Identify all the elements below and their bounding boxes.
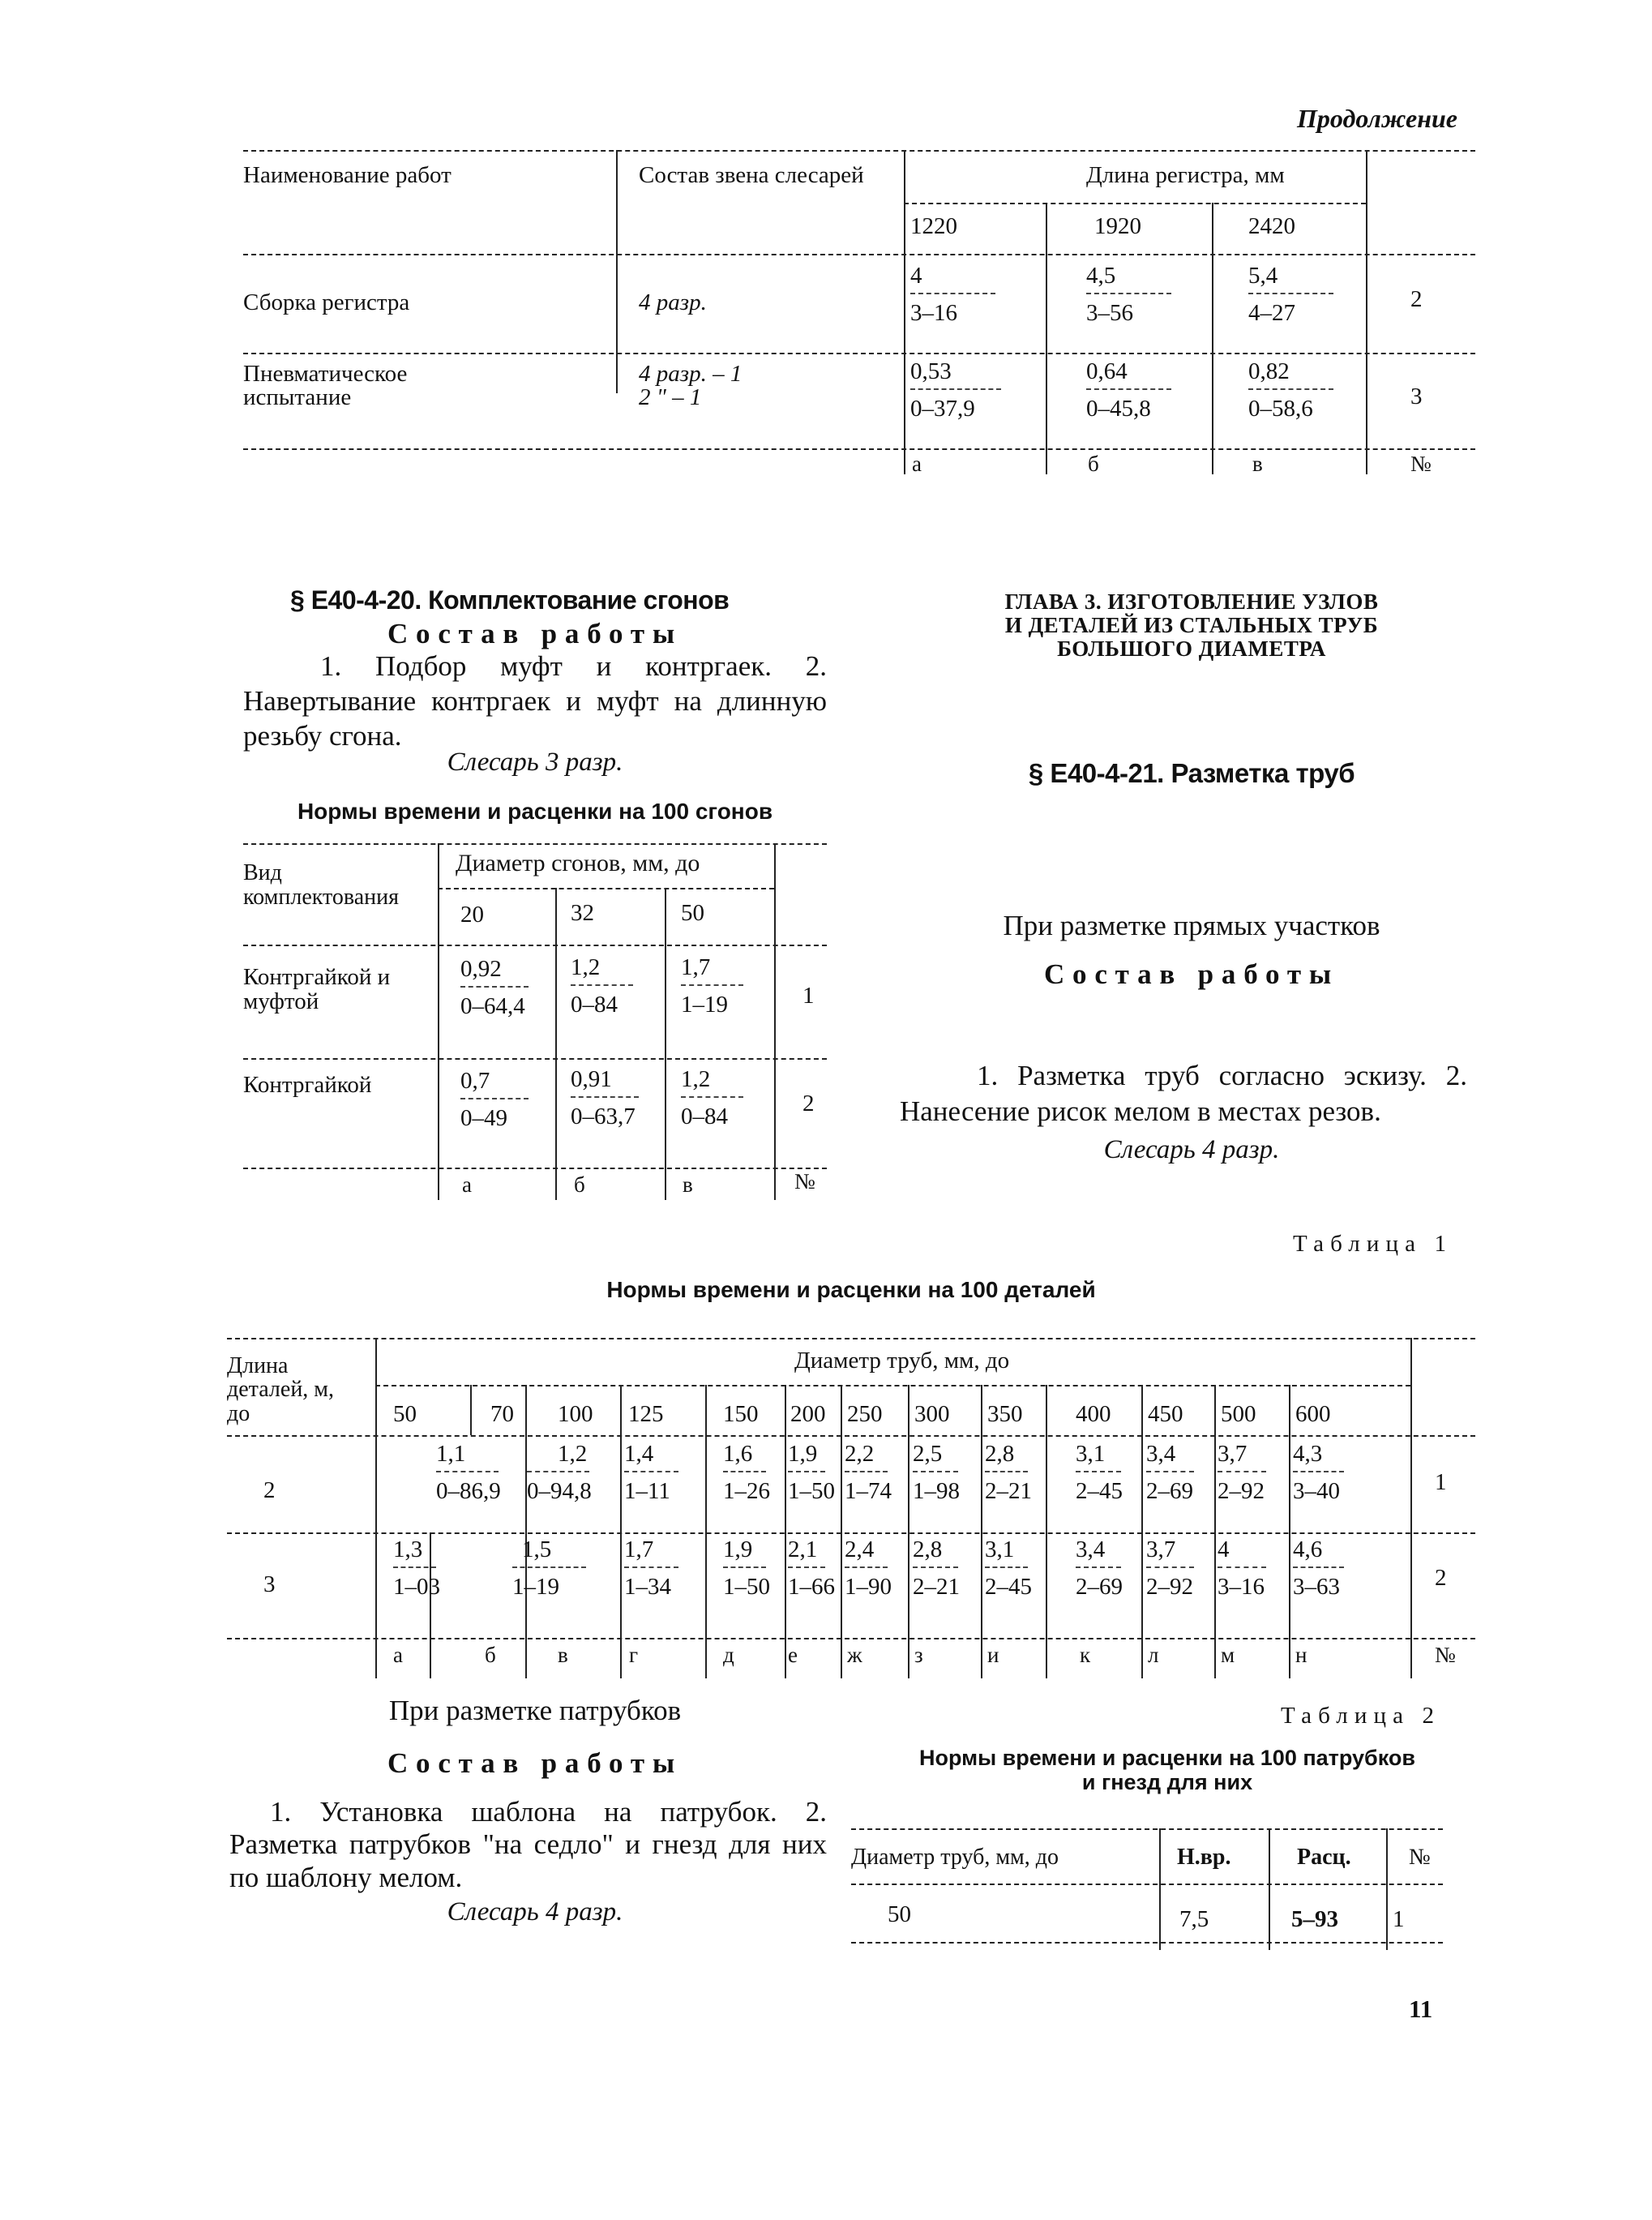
footer-letter: б xyxy=(1088,452,1099,476)
col-50: 50 xyxy=(681,900,704,926)
row-name: Пневматическое испытание xyxy=(243,361,408,410)
row-length: 3 xyxy=(263,1571,276,1597)
col-450: 450 xyxy=(1148,1401,1183,1427)
value-cell: 2,4 1–90 xyxy=(845,1536,892,1601)
col-400: 400 xyxy=(1076,1401,1111,1427)
value-cell: 1,7 1–34 xyxy=(624,1537,701,1600)
continuation-label: Продолжение xyxy=(1297,104,1457,133)
worker-label: Слесарь 3 разр. xyxy=(447,748,623,777)
top-table xyxy=(243,150,1475,491)
composition-text: 1. Подбор муфт и контргаек. 2. Навертывание контргаек и муфт на длинную резьбу сгона. xyxy=(243,650,827,752)
footer-letter: д xyxy=(723,1643,734,1667)
col-500: 500 xyxy=(1221,1401,1256,1427)
diam-header: Диаметр сгонов, мм, до xyxy=(456,850,700,876)
chapter-title-line: ГЛАВА 3. ИЗГОТОВЛЕНИЕ УЗЛОВ xyxy=(1004,589,1379,614)
header-price: Расц. xyxy=(1297,1845,1351,1870)
value-cell: 1,4 1–11 xyxy=(624,1442,701,1504)
section-e20-title: § Е40-4-20. Комплектование сгонов xyxy=(290,585,730,615)
footer-letter: ж xyxy=(847,1643,862,1667)
chapter-title-line: И ДЕТАЛЕЙ ИЗ СТАЛЬНЫХ ТРУБ xyxy=(1004,613,1379,638)
value-cell: 0,64 0–45,8 xyxy=(1086,359,1208,422)
value-cell: 1,2 0–94,8 xyxy=(527,1441,592,1505)
chapter-title xyxy=(916,590,1467,661)
composition-heading: Состав работы xyxy=(1043,958,1340,990)
footer-letter: а xyxy=(393,1643,403,1667)
composition-text: 1. Установка шаблона на патрубок. 2. Разметка патрубков "на седло" и гнезд для них по шаблону мелом. xyxy=(229,1796,827,1893)
footer-letter: и xyxy=(987,1643,999,1667)
value-cell: 1,2 0–84 xyxy=(681,1067,770,1129)
value-cell: 4 3–16 xyxy=(910,264,1032,326)
row-crew: 4 разр. – 1 2 " – 1 xyxy=(639,361,743,410)
value-cell: 1,1 0–86,9 xyxy=(436,1441,501,1505)
value-cell: 4 3–16 xyxy=(1218,1537,1287,1600)
chapter-title-line: БОЛЬШОГО ДИАМЕТРА xyxy=(1057,636,1326,662)
footer-letter: к xyxy=(1080,1643,1091,1667)
composition-text: 1. Разметка труб согласно эскизу. 2. Нанесение рисок мелом в местах резов. xyxy=(900,1060,1467,1127)
table2-title-line: Нормы времени и расценки на 100 патрубков xyxy=(919,1746,1415,1770)
value-cell: 3,4 2–69 xyxy=(1146,1441,1193,1505)
col-70: 70 xyxy=(490,1401,514,1427)
col-300: 300 xyxy=(914,1401,950,1427)
col-20: 20 xyxy=(460,902,484,928)
footer-letter: № xyxy=(1410,452,1432,476)
sgon-table xyxy=(243,843,827,1200)
header-number: № xyxy=(1409,1845,1431,1870)
diam-header: Диаметр труб, мм, до xyxy=(794,1348,1010,1374)
row-number: 2 xyxy=(802,1091,815,1116)
value-cell: 1,9 1–50 xyxy=(723,1536,770,1601)
header-work: Наименование работ xyxy=(243,162,452,188)
col-200: 200 xyxy=(790,1401,826,1427)
value-cell: 0,91 0–63,7 xyxy=(571,1067,668,1129)
table2-title xyxy=(859,1746,1475,1794)
footer-letter: е xyxy=(788,1643,798,1667)
row-number: 1 xyxy=(1435,1469,1447,1495)
col1-header: Длина деталей, м, до xyxy=(227,1353,335,1426)
table1-label: Таблица 1 xyxy=(1293,1231,1453,1257)
footer-letter: л xyxy=(1148,1643,1159,1667)
col1-header: Вид комплектования xyxy=(243,860,399,911)
page-number: 11 xyxy=(1409,1995,1433,2023)
cell-norm: 7,5 xyxy=(1179,1906,1209,1932)
row-length: 2 xyxy=(263,1477,276,1503)
row-number: 2 xyxy=(1435,1565,1447,1591)
value-cell: 2,2 1–74 xyxy=(845,1441,892,1505)
section-e21-title: § Е40-4-21. Разметка труб xyxy=(1028,758,1355,788)
header-diameter: Диаметр труб, мм, до xyxy=(851,1845,1059,1870)
value-cell: 3,7 2–92 xyxy=(1218,1442,1287,1504)
footer-letter: н xyxy=(1295,1643,1307,1667)
subtitle-nozzles: При разметке патрубков xyxy=(388,1695,682,1726)
footer-letter: б xyxy=(485,1643,496,1667)
value-cell: 4,5 3–56 xyxy=(1086,264,1208,326)
value-cell: 3,1 2–45 xyxy=(985,1536,1032,1601)
row-number: 2 xyxy=(1410,286,1423,312)
col-32: 32 xyxy=(571,900,594,926)
col-150: 150 xyxy=(723,1401,759,1427)
col-50: 50 xyxy=(393,1401,417,1427)
header-col-1220: 1220 xyxy=(910,213,957,239)
footer-letter: з xyxy=(914,1643,923,1667)
col-100: 100 xyxy=(558,1401,593,1427)
table1-title: Нормы времени и расценки на 100 деталей xyxy=(606,1277,1096,1302)
value-cell: 0,92 0–64,4 xyxy=(460,957,558,1019)
footer-letter: а xyxy=(912,452,922,476)
col-250: 250 xyxy=(847,1401,883,1427)
row-crew: 4 разр. xyxy=(639,289,707,315)
footer-letter: в xyxy=(558,1643,568,1667)
footer-letter: в xyxy=(1252,452,1263,476)
footer-letter: № xyxy=(1435,1643,1456,1667)
cell-price: 5–93 xyxy=(1291,1906,1338,1932)
value-cell: 1,6 1–26 xyxy=(723,1441,770,1505)
footer-letter: а xyxy=(462,1172,472,1197)
row-name: Контргайкой и муфтой xyxy=(243,964,391,1015)
footer-letter: в xyxy=(683,1172,693,1197)
col-125: 125 xyxy=(628,1401,664,1427)
table-title: Нормы времени и расценки на 100 сгонов xyxy=(297,799,773,824)
row-number: 3 xyxy=(1410,384,1423,409)
footer-letter: № xyxy=(794,1169,815,1194)
value-cell: 4,6 3–63 xyxy=(1293,1537,1366,1600)
row-name: Контргайкой xyxy=(243,1072,372,1098)
composition-heading: Состав работы xyxy=(387,618,683,649)
footer-letter: г xyxy=(629,1643,639,1667)
cell-diameter: 50 xyxy=(888,1901,911,1927)
table1 xyxy=(227,1338,1475,1678)
header-col-1920: 1920 xyxy=(1094,213,1141,239)
value-cell: 0,7 0–49 xyxy=(460,1069,558,1131)
value-cell: 3,4 2–69 xyxy=(1076,1536,1123,1601)
value-cell: 2,1 1–66 xyxy=(788,1536,835,1601)
row-name: Сборка регистра xyxy=(243,289,410,315)
value-cell: 3,7 2–92 xyxy=(1146,1536,1193,1601)
value-cell: 2,8 2–21 xyxy=(985,1441,1032,1505)
header-norm: Н.вр. xyxy=(1177,1845,1231,1870)
col-600: 600 xyxy=(1295,1401,1331,1427)
footer-letter: б xyxy=(574,1172,585,1197)
value-cell: 1,2 0–84 xyxy=(571,955,660,1018)
header-crew: Состав звена слесарей xyxy=(639,162,864,188)
worker-label: Слесарь 4 разр. xyxy=(447,1897,623,1926)
value-cell: 2,8 2–21 xyxy=(913,1536,960,1601)
table2-label: Таблица 2 xyxy=(1281,1703,1441,1729)
value-cell: 1,5 1–19 xyxy=(512,1537,618,1600)
footer-letter: м xyxy=(1221,1643,1235,1667)
value-cell: 1,9 1–50 xyxy=(788,1441,835,1505)
table2-title-line: и гнезд для них xyxy=(1081,1770,1253,1795)
value-cell: 0,53 0–37,9 xyxy=(910,359,1040,422)
worker-label: Слесарь 4 разр. xyxy=(1103,1135,1280,1164)
cell-number: 1 xyxy=(1393,1906,1405,1932)
value-cell: 2,5 1–98 xyxy=(913,1441,960,1505)
composition-heading: Состав работы xyxy=(387,1747,683,1779)
value-cell: 1,3 1–03 xyxy=(393,1536,440,1601)
col-350: 350 xyxy=(987,1401,1023,1427)
row-number: 1 xyxy=(802,983,815,1009)
value-cell: 1,7 1–19 xyxy=(681,955,770,1018)
value-cell: 3,1 2–45 xyxy=(1076,1441,1123,1505)
value-cell: 5,4 4–27 xyxy=(1248,264,1370,326)
value-cell: 4,3 3–40 xyxy=(1293,1442,1366,1504)
header-length: Длина регистра, мм xyxy=(1086,162,1285,188)
value-cell: 0,82 0–58,6 xyxy=(1248,359,1370,422)
header-col-2420: 2420 xyxy=(1248,213,1295,239)
subtitle-straight: При разметке прямых участков xyxy=(1003,910,1380,941)
table2 xyxy=(851,1828,1443,1950)
